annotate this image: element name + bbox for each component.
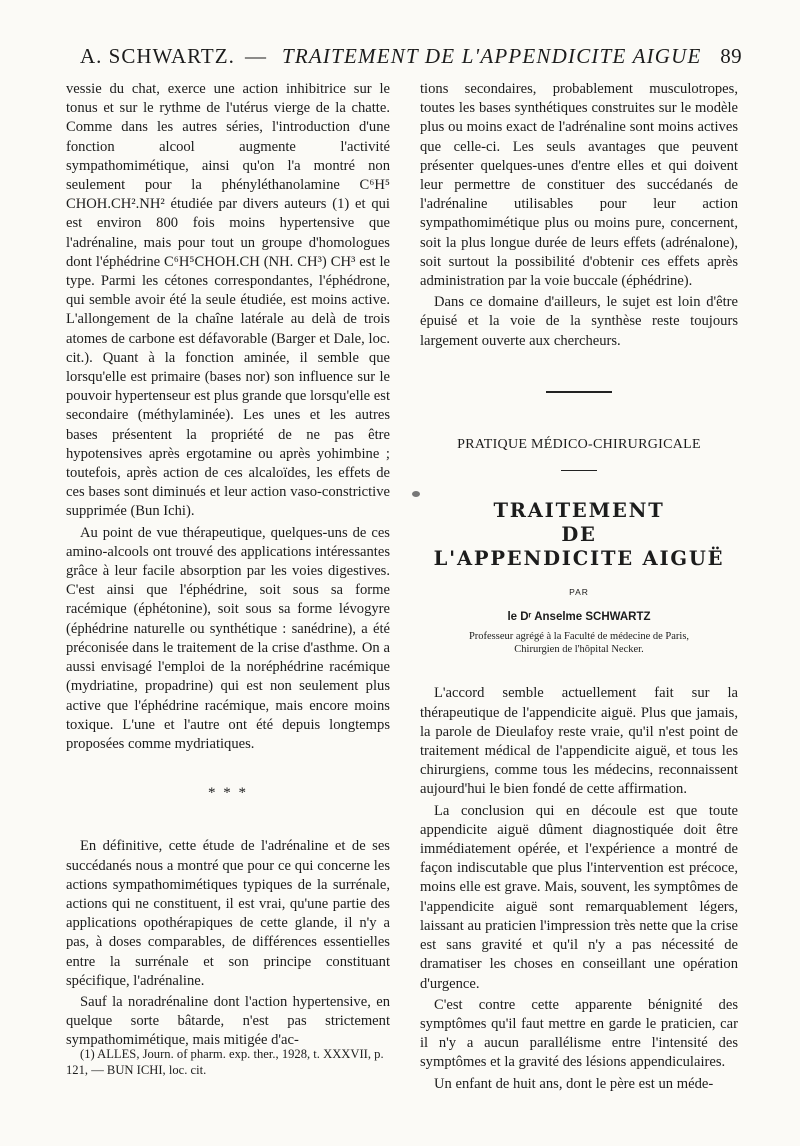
byline-author: le Dʳ Anselme SCHWARTZ [507, 611, 651, 624]
right-column [420, 80, 738, 1094]
left-paragraph-3: En définitive, cette étude de l'adrénaline et de ses succédanés nous a montré que pour ce qui concerne les actions sympathomimétiques typiques de la surrénale, actions qui ne constituent, il est vrai, qu'une partie des applications opothérapiques de cette glande, il n'y a pas, à doses comparables, de différences essentielles entre la surrénale et son principe constituant spécifique, l'adrénaline. [66, 838, 390, 989]
article-paragraph-4: Un enfant de huit ans, dont le père est un méde- [434, 1075, 714, 1092]
left-paragraph-2: Au point de vue thérapeutique, quelques-uns de ces amino-alcools ont trouvé des applications intéressantes grâce à leur facile absorption par les voies digestives. C'est ainsi que l'éphédrine, soit sous sa forme racémique (éphétonine), soit sous sa forme lévogyre (éphédrine naturelle ou synthétique : sanédrine), a été préconisée dans le traitement de la crise d'asthme. On a aussi envisagé l'emploi de la noréphédrine racémique (mydriatine, propadrine) qui est non seulement plus active que l'éphédrine racémique, mais encore moins toxique. L'une et l'autre ont été depuis longtemps proposées comme mydriatiques. [66, 524, 390, 752]
byline-affiliation-2: Chirurgien de l'hôpital Necker. [514, 644, 644, 656]
article-title-line-1: TRAITEMENT [493, 499, 665, 523]
article-title [420, 499, 738, 571]
article-title-line-3: L'APPENDICITE AIGUË [433, 547, 725, 571]
right-paragraph-1: tions secondaires, probablement musculotropes, toutes les bases synthétiques construites sur le modèle plus ou moins exact de l'adrénaline sont moins actives que celle-ci. Les seuls avantages que peuvent présenter quelques-unes d'entre elles et qui doivent leur permettre de constituer des succédanés de l'adrénaline utilisables pour leur action sympathomimétique plus ou moins pure, concernent, soit la plus longue durée de leurs effets (adrénalone), soit surtout la possibilité d'obtenir ces effets après administration par la voie buccale (éphédrine). [420, 81, 738, 290]
running-head-title: TRAITEMENT DE L'APPENDICITE AIGUE [282, 44, 702, 68]
heading-rule [561, 470, 597, 471]
byline-par: PAR [569, 587, 589, 598]
left-column [66, 80, 390, 1051]
section-rule [546, 391, 612, 393]
left-paragraph-1: vessie du chat, exerce une action inhibitrice sur le tonus et sur le rythme de l'utérus vierge de la chatte. Comme dans les autres séries, l'introduction d'une fonction alcool augmente l'activité sympathomimétique, ainsi qu'on l'a montré non seulement pour la phényléthanolamine C⁶H⁵ CHOH.CH².NH² étudiée par divers auteurs (1) et qui est environ 800 fois moins hypertensive que l'adrénaline, mais pour tout un groupe d'homologues dont l'éphédrine C⁶H⁵CHOH.CH (NH. CH³) CH³ est le type. Parmi les cétones correspondantes, l'éphédrone, qui semble avoir été la seule étudiée, est moins active. L'allongement de la chaîne latérale au delà de trois atomes de carbone est défavorable (Barger et Dale, loc. cit.). Quant à la fonction aminée, il semble que lorsqu'elle est primaire (bases nor) son influence sur le pouvoir hypertenseur est plus grande que lorsqu'elle est secondaire (méthylaminée). Les unes et les autres bases présentent la propriété de ne pas être hypotensives après ergotamine ou après yohimbine ; toutefois, après action de ces alcaloïdes, les effets de ces bases sont diminués et leur action vaso-constrictive supprimée (Bun Ichi). [66, 81, 391, 520]
ornament-mark [412, 491, 420, 497]
page-number: 89 [720, 44, 742, 68]
byline-affiliation-1: Professeur agrégé à la Faculté de médecine de Paris, [468, 631, 690, 643]
section-heading: PRATIQUE MÉDICO-CHIRURGICALE [457, 436, 701, 452]
article-paragraph-3: C'est contre cette apparente bénignité des symptômes qu'il faut mettre en garde le praticien, car il n'y a aucun parallélisme entre l'intensité des symptômes et la gravité des lésions appendiculaires. [420, 996, 738, 1071]
left-paragraph-4: Sauf la noradrénaline dont l'action hypertensive, en quelque sorte bâtarde, n'est pas strictement sympathomimétique, mais mitigée d'ac- [66, 993, 390, 1049]
running-head-author: A. SCHWARTZ. [80, 44, 235, 68]
section-separator-stars: * * * [208, 785, 248, 802]
right-paragraph-2: Dans ce domaine d'ailleurs, le sujet est loin d'être épuisé et la voie de la synthèse reste toujours largement ouverte aux chercheurs. [420, 294, 738, 349]
article-body [420, 684, 738, 1093]
article-paragraph-2: La conclusion qui en découle est que toute appendicite aiguë dûment diagnostiquée doit être immédiatement opérée, et l'expérience a montré de façon indiscutable que plus l'intervention est précoce, moins elle est grave. Mais, souvent, les symptômes de l'appendicite aiguë sont remarquablement légers, laissant au praticien l'impression très nette que la crise est sans gravité et qu'il n'y a pas nécessité de dramatiser les choses en conseillant une opération d'urgence. [420, 802, 738, 992]
footnote [66, 1046, 390, 1078]
running-head-separator: — [245, 44, 267, 68]
article-paragraph-1: L'accord semble actuellement fait sur la thérapeutique de l'appendicite aiguë. Plus que jamais, la parole de Dieulafoy reste vraie, qu'il n'est point de traitement médical de l'appendicite aiguë, et tous les chirurgiens, comme tous les médecins, reconnaissent aujourd'hui le bien fondé de cette affirmation. [420, 685, 738, 798]
footnote-text: (1) ALLES, Journ. of pharm. exp. ther., 1928, t. XXXVII, p. 121, — BUN ICHI, loc. cit. [66, 1047, 384, 1077]
article-title-line-2: DE [561, 523, 597, 547]
